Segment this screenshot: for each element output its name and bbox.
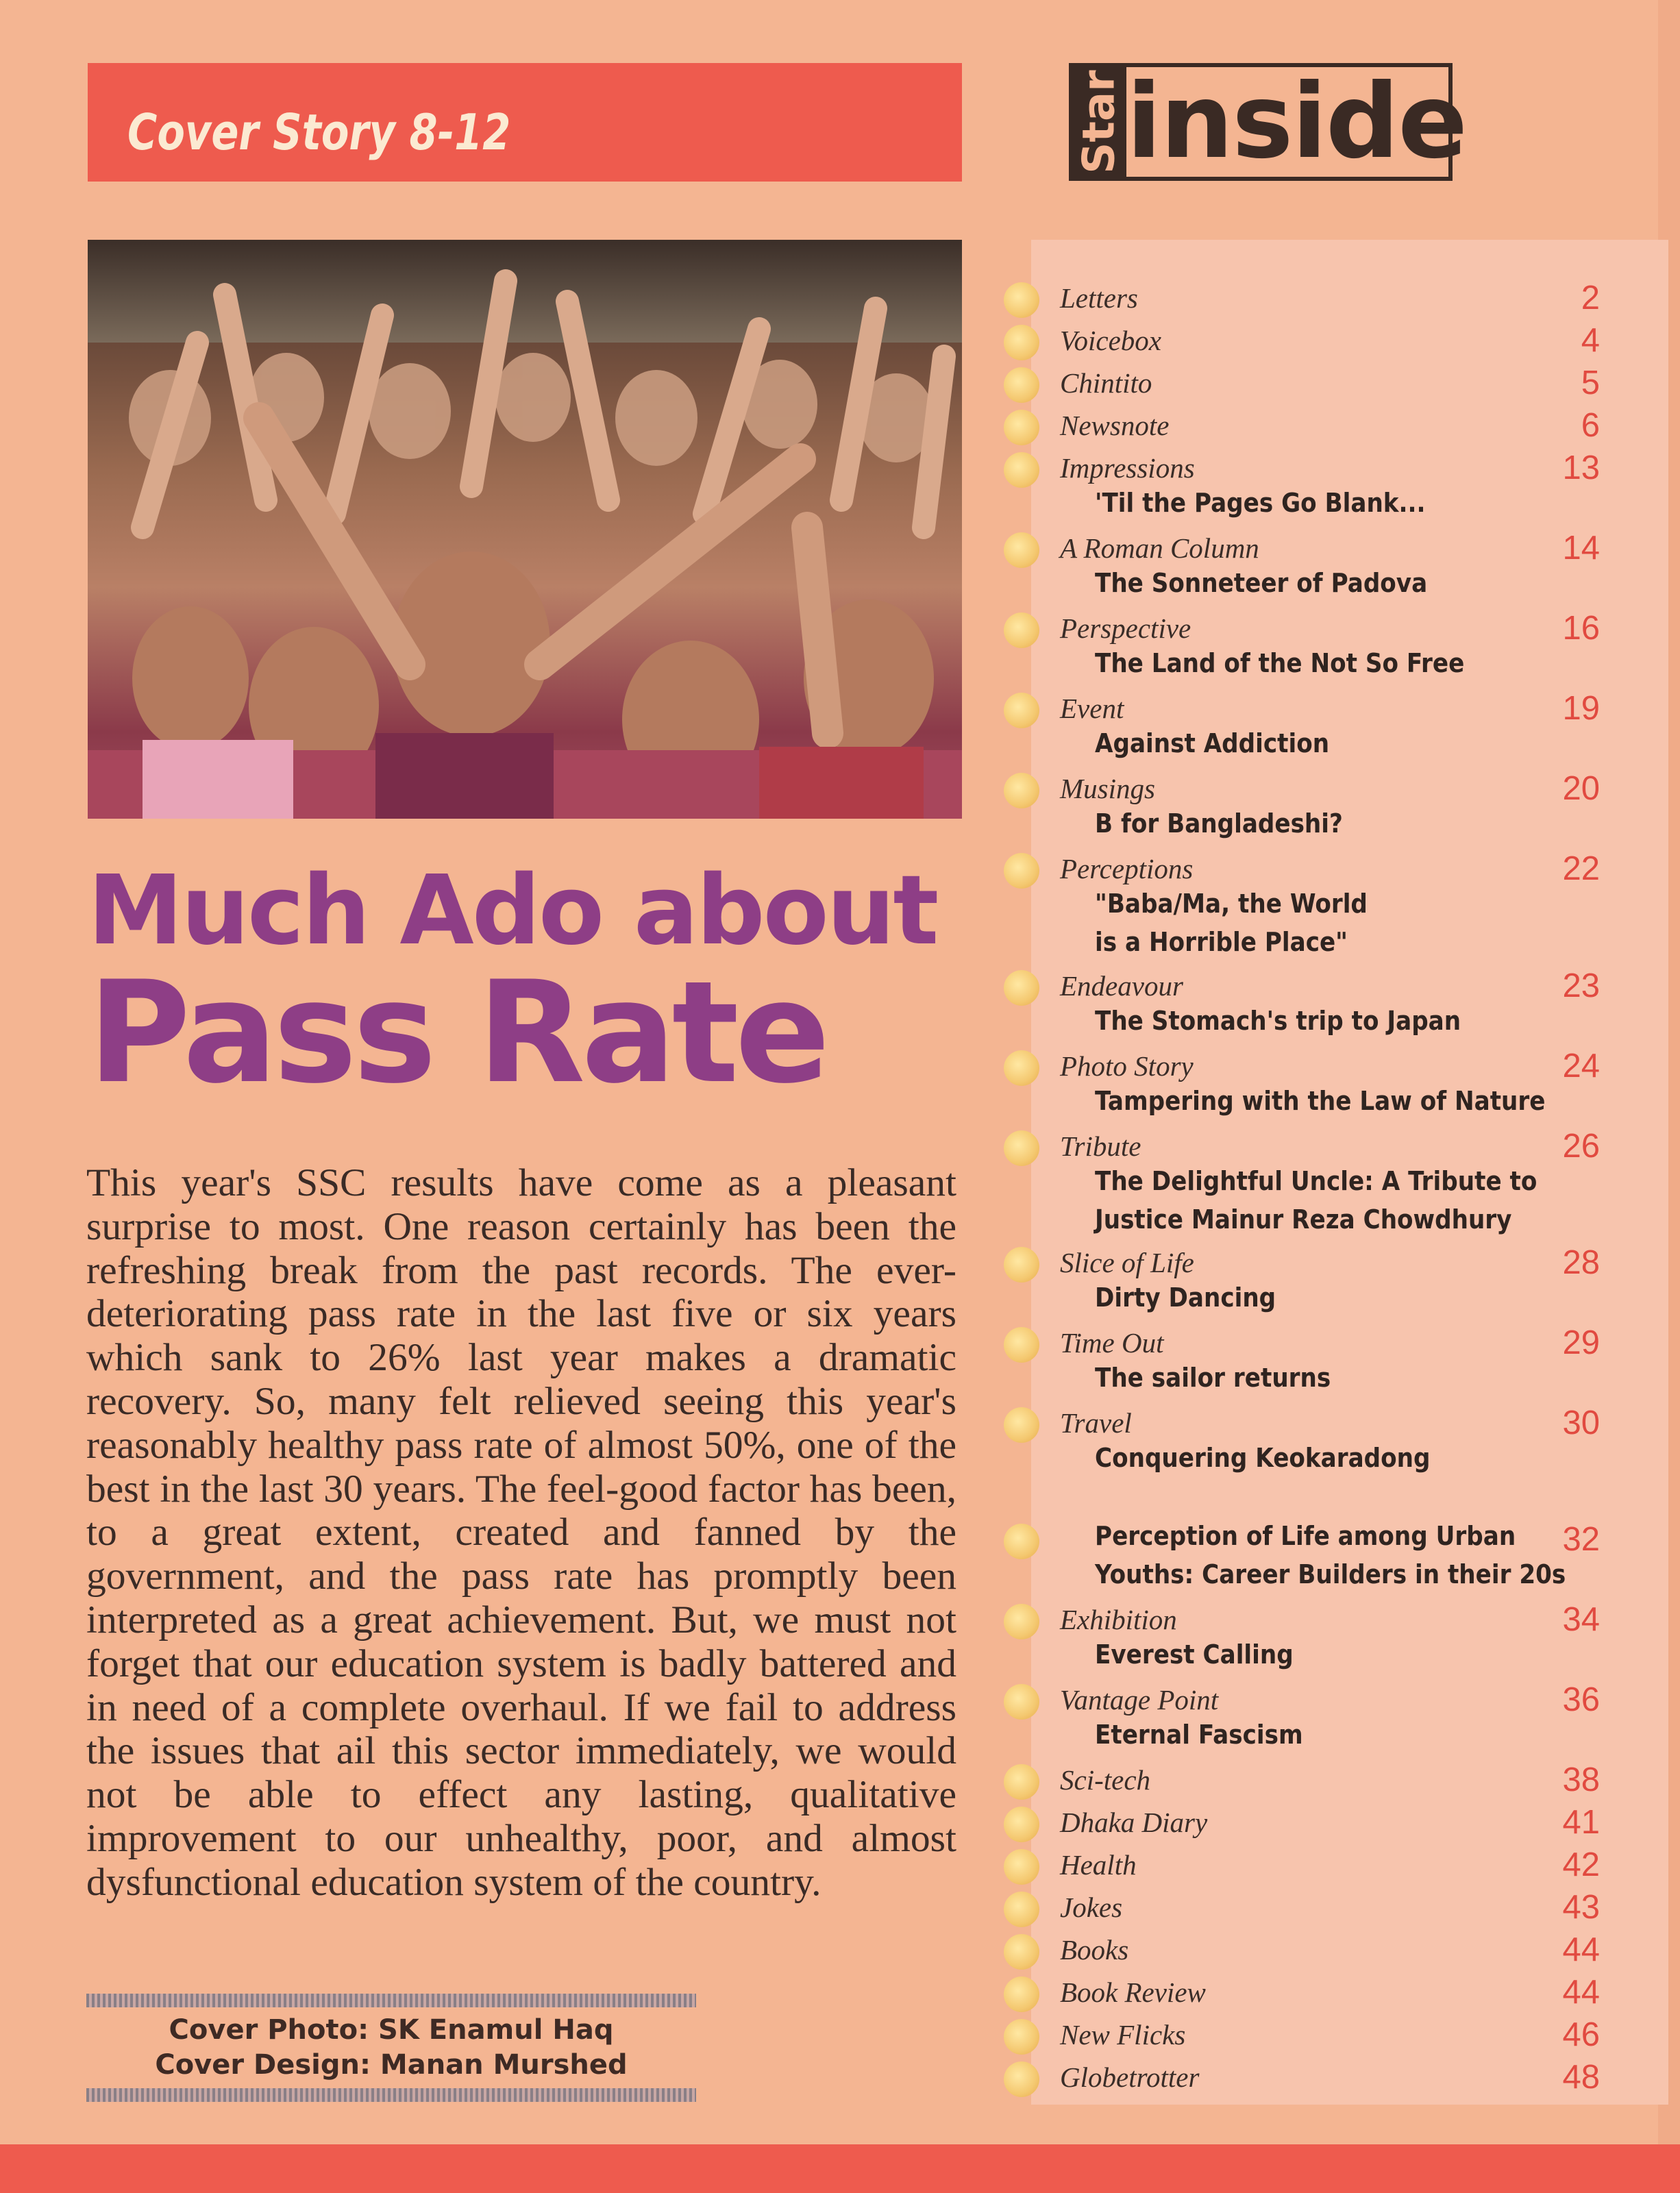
bullet-icon xyxy=(1004,325,1039,360)
bullet-icon xyxy=(1004,1807,1039,1842)
toc-article-title: Youths: Career Builders in their 20s xyxy=(1095,1559,1566,1589)
toc-article-title: is a Horrible Place" xyxy=(1095,927,1348,957)
toc-page-number: 28 xyxy=(1562,1244,1600,1281)
cover-photo-credit: Cover Photo: SK Enamul Haq xyxy=(169,2014,614,2046)
bullet-icon xyxy=(1004,410,1039,445)
toc-section-name: A Roman Column xyxy=(1060,532,1259,564)
toc-section-name: Letters xyxy=(1060,282,1138,314)
bullet-icon xyxy=(1004,2019,1039,2055)
toc-page-number: 32 xyxy=(1562,1521,1600,1558)
toc-section-name: Impressions xyxy=(1060,452,1195,484)
toc-page-number: 26 xyxy=(1562,1128,1600,1165)
toc-article-title: The sailor returns xyxy=(1095,1363,1331,1393)
bullet-icon xyxy=(1004,1849,1039,1885)
toc-section-name: Jokes xyxy=(1060,1892,1123,1923)
star-logo-text: Star xyxy=(1074,70,1125,174)
toc-section-name: Tribute xyxy=(1060,1130,1141,1162)
toc-page-number: 24 xyxy=(1562,1048,1600,1085)
toc-article-title: Everest Calling xyxy=(1095,1639,1294,1670)
bullet-icon xyxy=(1004,853,1039,889)
bullet-icon xyxy=(1004,970,1039,1006)
toc-article-title: 'Til the Pages Go Blank... xyxy=(1095,488,1426,518)
toc-section-name: Chintito xyxy=(1060,367,1152,399)
toc-page-number: 14 xyxy=(1562,530,1600,567)
bullet-icon xyxy=(1004,2061,1039,2097)
cover-credits xyxy=(86,2013,696,2083)
cover-design-credit: Cover Design: Manan Murshed xyxy=(155,2049,628,2081)
cover-story-intro: This year's SSC results have come as a pleasant surprise to most. One reason certainly has been the refreshing break from the past records. The ever-deteriorating pass rate in the last five or six years which sank to 26% last year makes a dramatic recovery. So, many felt relieved seeing this year's reasonably healthy pass rate of almost 50%, one of the best in the last 30 years. The feel-good factor has been, to a great extent, created and fanned by the government, and the pass rate has promptly been interpreted as a great achievement. But, we must not forget that our education system is badly battered and in need of a complete overhaul. If we fail to address the issues that ail this sector immediately, we would not be able to effect any lasting, qualitative improvement to our unhealthy, poor, and almost dysfunctional education system of the country. xyxy=(86,1161,956,1904)
toc-section-name: Perceptions xyxy=(1060,853,1194,884)
toc-page-number: 44 xyxy=(1562,1931,1600,1968)
toc-page-number: 34 xyxy=(1562,1601,1600,1638)
credits-top-rule xyxy=(86,1994,696,2007)
credits-bottom-rule xyxy=(86,2088,696,2102)
star-inside-logo xyxy=(1069,62,1467,182)
bullet-icon xyxy=(1004,1407,1039,1443)
bullet-icon xyxy=(1004,1764,1039,1800)
toc-section-name: Perspective xyxy=(1060,612,1191,644)
toc-page-number: 4 xyxy=(1581,322,1600,359)
inside-logo-text: inside xyxy=(1126,62,1467,182)
toc-page-number: 30 xyxy=(1562,1404,1600,1441)
toc-article-title: Conquering Keokaradong xyxy=(1095,1443,1431,1473)
toc-page-number: 20 xyxy=(1562,770,1600,807)
toc-page-number: 23 xyxy=(1562,967,1600,1004)
toc-page-number: 29 xyxy=(1562,1324,1600,1361)
bullet-icon xyxy=(1004,1892,1039,1927)
toc-section-name: Dhaka Diary xyxy=(1060,1807,1208,1838)
toc-section-name: Photo Story xyxy=(1060,1050,1194,1082)
toc-article-title: The Stomach's trip to Japan xyxy=(1095,1006,1461,1036)
bullet-icon xyxy=(1004,693,1039,728)
toc-section-name: Exhibition xyxy=(1060,1604,1177,1635)
crowd-photo-illustration xyxy=(88,240,962,819)
bullet-icon xyxy=(1004,1050,1039,1086)
toc-article-title: "Baba/Ma, the World xyxy=(1095,889,1368,919)
toc-page-number: 16 xyxy=(1562,610,1600,647)
toc-section-name: Globetrotter xyxy=(1060,2061,1200,2093)
toc-section-name: Health xyxy=(1060,1849,1137,1881)
cover-story-label: Cover Story 8-12 xyxy=(127,103,511,161)
bullet-icon xyxy=(1004,452,1039,488)
bullet-icon xyxy=(1004,1327,1039,1363)
bullet-icon xyxy=(1004,1247,1039,1283)
toc-page-number: 38 xyxy=(1562,1761,1600,1798)
toc-section-name: New Flicks xyxy=(1060,2019,1186,2050)
toc-page-number: 19 xyxy=(1562,690,1600,727)
toc-section-name: Vantage Point xyxy=(1060,1684,1219,1715)
toc-article-title: The Delightful Uncle: A Tribute to xyxy=(1095,1166,1537,1196)
toc-article-title: The Sonneteer of Padova xyxy=(1095,568,1428,598)
toc-page-number: 36 xyxy=(1562,1681,1600,1718)
bullet-icon xyxy=(1004,1684,1039,1720)
toc-section-name: Endeavour xyxy=(1060,970,1183,1002)
toc-article-title: The Land of the Not So Free xyxy=(1095,648,1465,678)
toc-article-title: B for Bangladeshi? xyxy=(1095,808,1343,839)
bullet-icon xyxy=(1004,532,1039,568)
star-logo-block xyxy=(1073,67,1126,177)
toc-section-name: Travel xyxy=(1060,1407,1132,1439)
toc-section-name: Voicebox xyxy=(1060,325,1161,356)
bullet-icon xyxy=(1004,1524,1039,1559)
headline-line-1: Much Ado about xyxy=(88,855,937,967)
toc-page-number: 43 xyxy=(1562,1889,1600,1926)
bullet-icon xyxy=(1004,1977,1039,2012)
bullet-icon xyxy=(1004,1934,1039,1970)
bullet-icon xyxy=(1004,282,1039,318)
toc-page-number: 46 xyxy=(1562,2016,1600,2053)
bullet-icon xyxy=(1004,773,1039,808)
toc-article-title: Justice Mainur Reza Chowdhury xyxy=(1095,1204,1512,1235)
toc-page-number: 41 xyxy=(1562,1804,1600,1841)
headline-line-2: Pass Rate xyxy=(88,952,826,1115)
bullet-icon xyxy=(1004,367,1039,403)
cover-photo xyxy=(88,240,962,819)
toc-section-name: Musings xyxy=(1060,773,1155,804)
toc-section-name: Newsnote xyxy=(1060,410,1170,441)
toc-section-name: Time Out xyxy=(1060,1327,1164,1359)
bullet-icon xyxy=(1004,1604,1039,1639)
toc-article-title: Perception of Life among Urban xyxy=(1095,1521,1516,1551)
toc-page-number: 44 xyxy=(1562,1974,1600,2011)
toc-article-title: Eternal Fascism xyxy=(1095,1720,1303,1750)
toc-section-name: Slice of Life xyxy=(1060,1247,1194,1278)
toc-page-number: 48 xyxy=(1562,2059,1600,2096)
bullet-icon xyxy=(1004,612,1039,648)
bullet-icon xyxy=(1004,1130,1039,1166)
toc-page-number: 2 xyxy=(1581,280,1600,317)
toc-article-title: Against Addiction xyxy=(1095,728,1330,758)
toc-section-name: Event xyxy=(1060,693,1124,724)
toc-section-name: Books xyxy=(1060,1934,1129,1966)
toc-section-name: Book Review xyxy=(1060,1977,1206,2008)
toc-page-number: 13 xyxy=(1562,449,1600,486)
toc-page-number: 42 xyxy=(1562,1846,1600,1883)
toc-page-number: 22 xyxy=(1562,850,1600,887)
toc-page-number: 6 xyxy=(1581,407,1600,444)
toc-article-title: Tampering with the Law of Nature xyxy=(1095,1086,1546,1116)
toc-page-number: 5 xyxy=(1581,364,1600,401)
toc-section-name: Sci-tech xyxy=(1060,1764,1151,1796)
bottom-color-band xyxy=(0,2144,1680,2193)
cover-story-banner xyxy=(88,63,962,182)
toc-article-title: Dirty Dancing xyxy=(1095,1283,1276,1313)
